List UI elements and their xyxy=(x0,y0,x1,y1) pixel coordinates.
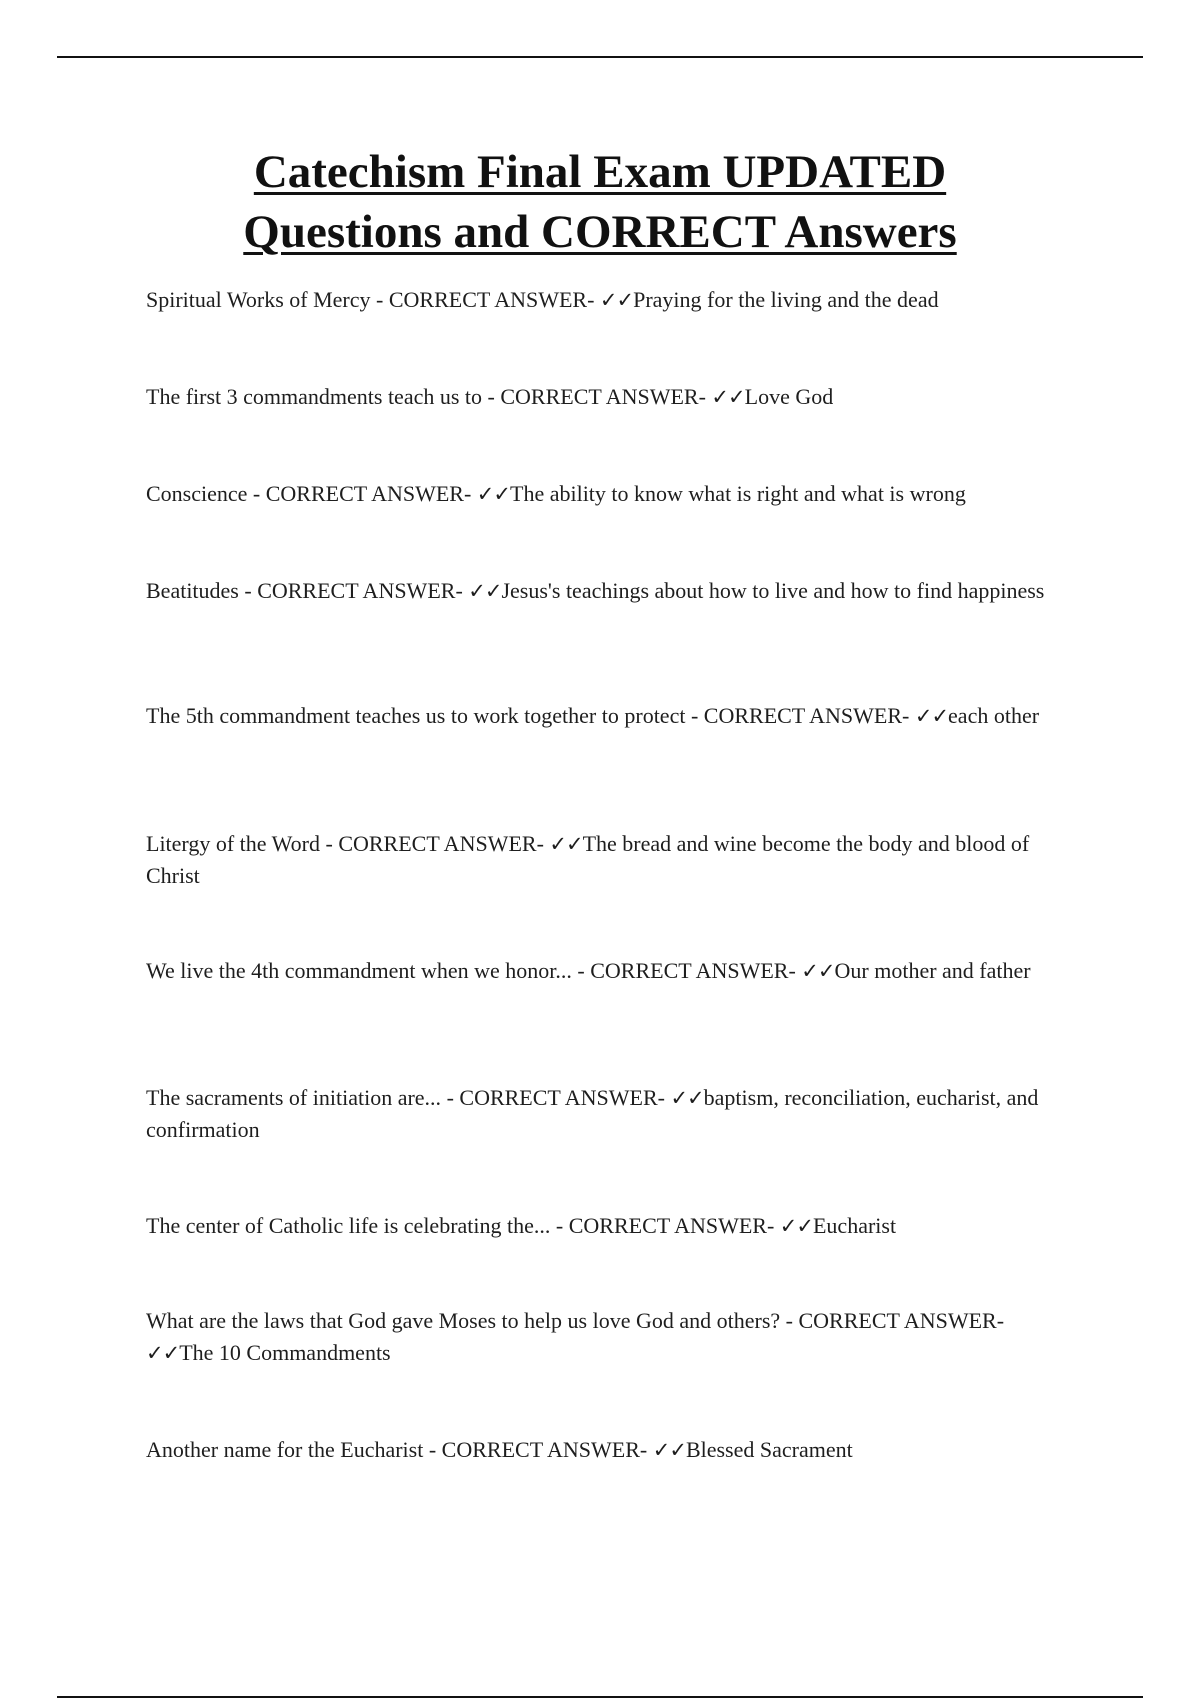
document-title xyxy=(0,142,1200,262)
checkmark-icon: ✓✓ xyxy=(779,1214,813,1238)
answer-separator: - CORRECT ANSWER- xyxy=(550,1213,780,1238)
answer-separator: - CORRECT ANSWER- xyxy=(247,481,477,506)
answer-text: Blessed Sacrament xyxy=(685,1437,853,1462)
checkmark-icon: ✓✓ xyxy=(670,1086,704,1110)
answer-separator: - CORRECT ANSWER- xyxy=(370,287,600,312)
qa-item xyxy=(146,955,1076,987)
checkmark-icon: ✓✓ xyxy=(599,288,634,312)
answer-text: each other xyxy=(948,703,1040,728)
qa-item xyxy=(146,828,1076,892)
checkmark-icon: ✓✓ xyxy=(468,579,502,603)
answer-text: Our mother and father xyxy=(834,958,1031,983)
qa-item xyxy=(146,575,1076,607)
qa-item xyxy=(146,1305,1076,1369)
checkmark-icon: ✓✓ xyxy=(549,832,583,856)
answer-separator: - CORRECT ANSWER- xyxy=(441,1085,671,1110)
answer-text: Eucharist xyxy=(812,1213,897,1238)
qa-item xyxy=(146,478,1076,510)
answer-text: The bread and wine become the body and blood of Christ xyxy=(146,831,1030,888)
answer-separator: - CORRECT ANSWER- xyxy=(482,384,712,409)
answer-separator: - CORRECT ANSWER- xyxy=(685,703,915,728)
question-text: The sacraments of initiation are... xyxy=(146,1085,442,1110)
checkmark-icon: ✓✓ xyxy=(652,1438,686,1462)
answer-text: Praying for the living and the dead xyxy=(633,287,939,312)
checkmark-icon: ✓✓ xyxy=(914,704,949,728)
answer-separator: - CORRECT ANSWER- xyxy=(780,1308,1005,1333)
answer-text: baptism, reconciliation, eucharist, and confirmation xyxy=(146,1085,1039,1142)
answer-separator: - CORRECT ANSWER- xyxy=(238,578,469,603)
checkmark-icon: ✓✓ xyxy=(711,385,745,409)
question-text: What are the laws that God gave Moses to help us love God and others? xyxy=(146,1308,781,1333)
question-text: Another name for the Eucharist xyxy=(146,1437,424,1462)
question-text: Beatitudes xyxy=(146,578,239,603)
answer-separator: - CORRECT ANSWER- xyxy=(320,831,550,856)
answer-text: The 10 Commandments xyxy=(179,1340,391,1365)
question-text: Spiritual Works of Mercy xyxy=(146,287,371,312)
title-line-1: Catechism Final Exam UPDATED xyxy=(253,146,947,198)
qa-item xyxy=(146,381,1076,413)
question-text: The 5th commandment teaches us to work together to protect xyxy=(146,703,686,728)
answer-text: Love God xyxy=(744,384,834,409)
checkmark-icon: ✓✓ xyxy=(476,482,510,506)
question-text: Litergy of the Word xyxy=(146,831,320,856)
qa-item xyxy=(146,284,1076,316)
title-line-2: Questions and CORRECT Answers xyxy=(243,206,957,258)
qa-item xyxy=(146,1434,1076,1466)
answer-text: The ability to know what is right and what is wrong xyxy=(510,481,966,506)
checkmark-icon: ✓✓ xyxy=(146,1341,180,1365)
question-text: The first 3 commandments teach us to xyxy=(146,384,483,409)
qa-item xyxy=(146,1210,1076,1242)
qa-item xyxy=(146,700,1076,732)
answer-text: Jesus's teachings about how to live and how to find happiness xyxy=(501,578,1045,603)
question-text: Conscience xyxy=(146,481,248,506)
checkmark-icon: ✓✓ xyxy=(801,959,835,983)
question-text: The center of Catholic life is celebrating the... xyxy=(146,1213,551,1238)
top-rule xyxy=(57,56,1143,58)
question-text: We live the 4th commandment when we honor... xyxy=(146,958,572,983)
answer-separator: - CORRECT ANSWER- xyxy=(571,958,802,983)
answer-separator: - CORRECT ANSWER- xyxy=(423,1437,653,1462)
bottom-rule xyxy=(57,1696,1143,1698)
qa-item xyxy=(146,1082,1076,1146)
